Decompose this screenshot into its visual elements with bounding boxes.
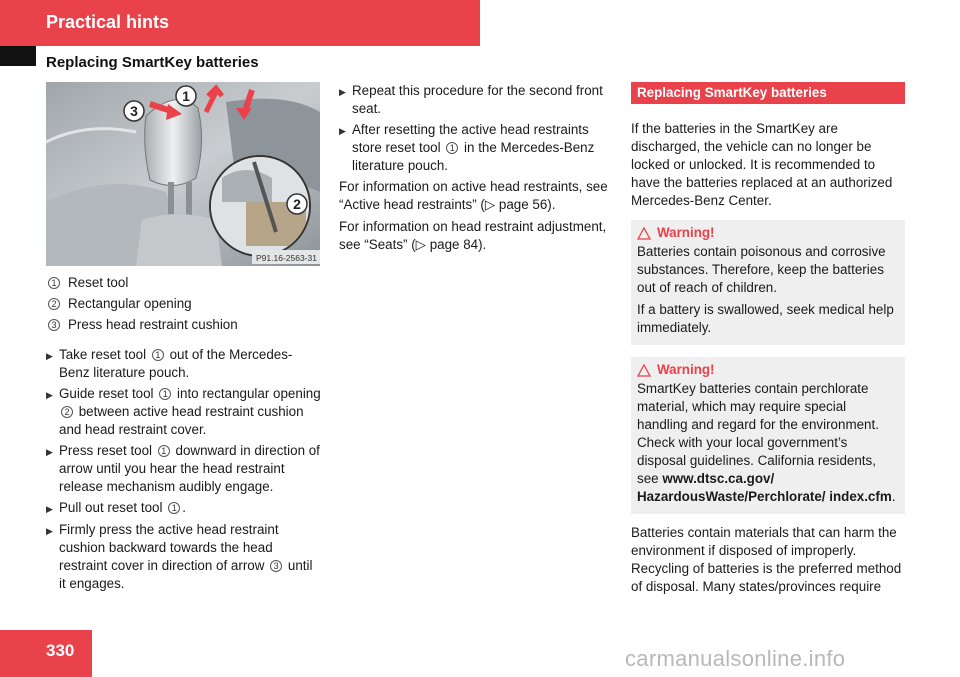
watermark: carmanualsonline.info [625, 646, 846, 671]
step-triangle-icon: ▶ [46, 447, 53, 457]
subsection-heading: Replacing SmartKey batteries [631, 82, 905, 104]
step-item: ▶ Firmly press the active head restraint cushion backward towards the head restraint cover in direction of arrow 3 until it engages. [46, 522, 313, 591]
middle-column [339, 82, 616, 258]
warning-title: Warning! [637, 223, 899, 243]
legend-item [46, 274, 321, 292]
intro-paragraph: If the batteries in the SmartKey are discharged, the vehicle can no longer be locked or unlocked. It is recommended to have the batteries replaced at an authorized Mercedes-Benz Center. [631, 121, 893, 208]
step-triangle-icon: ▶ [46, 390, 53, 400]
legend-text: Press head restraint cushion [68, 317, 238, 332]
warning-triangle-icon [637, 227, 651, 240]
step-item: ▶ Pull out reset tool 1 . [46, 499, 321, 518]
step-triangle-icon: ▶ [339, 126, 346, 136]
svg-text:3: 3 [130, 103, 138, 119]
warning-box [631, 357, 905, 514]
outro-paragraph: Batteries contain materials that can harm the environment if disposed of improperly. Recycling of batteries is the preferred method of disposal. Many states/provinces require [631, 525, 902, 594]
left-column [46, 82, 321, 596]
warning-text: Batteries contain poisonous and corrosive substances. Therefore, keep the batteries out of reach of children. [637, 244, 886, 295]
disposal-link[interactable]: www.dtsc.ca.gov/ HazardousWaste/Perchlorate/ index.cfm [637, 471, 892, 504]
section-title: Replacing SmartKey batteries [46, 54, 259, 71]
info-paragraph: For information on active head restraints, see “Active head restraints” (▷ page 56). [339, 179, 608, 212]
step-triangle-icon: ▶ [46, 351, 53, 361]
info-paragraph: For information on head restraint adjustment, see “Seats” (▷ page 84). [339, 219, 607, 252]
warning-title: Warning! [637, 360, 899, 380]
right-column [631, 82, 905, 600]
page-number: 330 [46, 641, 75, 660]
legend-text: Reset tool [68, 275, 129, 290]
step-triangle-icon: ▶ [339, 87, 346, 97]
step-item: ▶ Press reset tool 1 downward in direction of arrow until you hear the head restraint release mechanism audibly engage. [46, 443, 320, 494]
warning-text: SmartKey batteries contain perchlorate material, which may require special handling and regard for the environment. Check with your local government’s disposal guidelines. California residents, see www.dtsc.ca.gov/ HazardousWaste/Perchlorate/ index.cfm. [637, 381, 896, 504]
head-restraint-figure [46, 82, 320, 266]
legend-number: 2 [48, 298, 60, 310]
head-restraint-illustration [46, 82, 320, 266]
step-item: ▶ After resetting the active head restraints store reset tool 1 in the Mercedes-Benz literature pouch. [339, 122, 595, 173]
step-item: ▶ Take reset tool 1 out of the Mercedes-Benz literature pouch. [46, 347, 293, 380]
step-triangle-icon: ▶ [46, 526, 53, 536]
legend-text: Rectangular opening [68, 296, 192, 311]
step-item: ▶ Guide reset tool 1 into rectangular opening 2 between active head restraint cushion and head restraint cover. [46, 386, 321, 437]
figure-code: P91.16-2563-31 [256, 253, 317, 263]
warning-text: If a battery is swallowed, seek medical help immediately. [637, 302, 894, 335]
step-triangle-icon: ▶ [46, 504, 53, 514]
section-marker [0, 46, 36, 66]
warning-box [631, 220, 905, 345]
chapter-title: Practical hints [46, 12, 170, 32]
warning-triangle-icon [637, 364, 651, 377]
legend-number: 3 [48, 319, 60, 331]
page-ref-arrow-icon: ▷ [415, 237, 426, 252]
legend-number: 1 [48, 277, 60, 289]
legend-item [46, 316, 321, 334]
page-ref-arrow-icon: ▷ [484, 197, 496, 212]
svg-text:2: 2 [293, 196, 301, 212]
step-item: ▶ Repeat this procedure for the second front seat. [339, 83, 603, 116]
legend-item [46, 295, 321, 313]
svg-text:1: 1 [182, 88, 190, 104]
